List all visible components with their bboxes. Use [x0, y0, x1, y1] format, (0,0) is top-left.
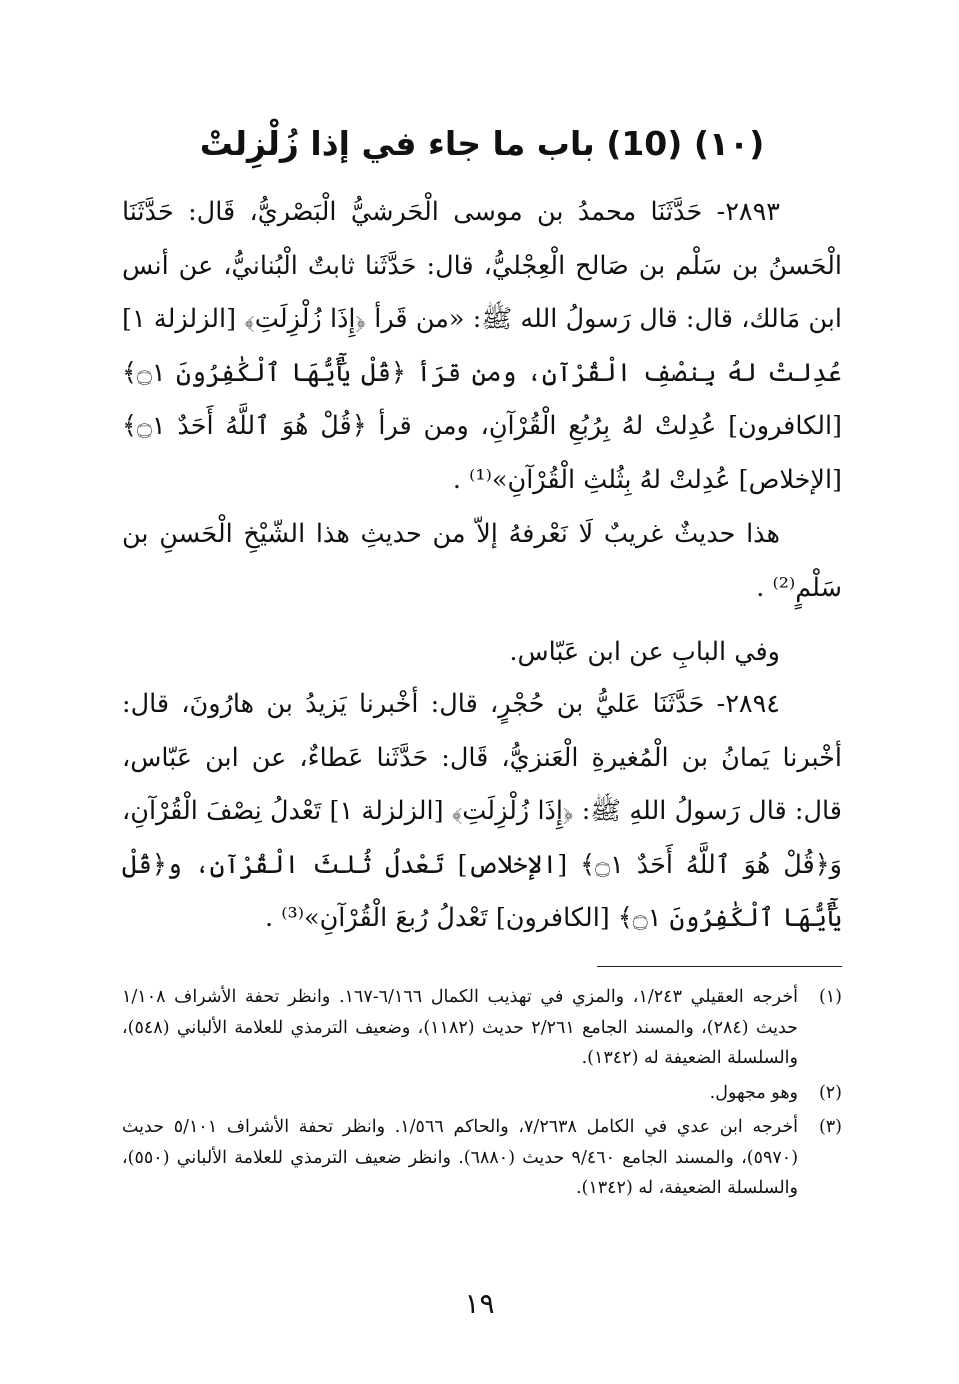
- footnote-number: (٣): [818, 1117, 842, 1137]
- page-number: ١٩: [464, 1287, 495, 1320]
- hadith-grading-comment: هذا حديثٌ غريبٌ لَا نَعْرفهُ إلاّ من حديثِ هذا الشّيْخِ الْحَسنِ بن سَلْمٍ⁽²⁾ .: [122, 519, 842, 603]
- footnotes: [122, 982, 842, 1208]
- hadith-2893-text: ٢٨٩٣- حَدَّثَنَا محمدُ بن موسى الْحَرشيُّ الْبَصْريُّ، قَال: حَدَّثَنَا الْحَسنُ بن سَلْم بن صَالح الْعِجْليُّ، قال: حَدَّثَنا ثابتٌ الْبُنانيُّ، عن أنس ابن مَالك، قال: قال رَسولُ الله ﷺ: «من قَرأ ﴿إِذَا زُلْزِلَتِ﴾ [الزلزلة ١] عُدِلتْ لهُ بِنصْفِ الْقُرْآنِ، ومن قرَأ ﴿قُلْ يَٰٓأَيُّهَا ٱلْكَٰفِرُونَ ۝١﴾ [الكافرون] عُدِلتْ لهُ بِرُبُعِ الْقُرْآنِ، ومن قرأ ﴿قُلْ هُوَ ٱللَّهُ أَحَدٌ ۝١﴾ [الإخلاص] عُدِلتْ لهُ بِثُلثِ الْقُرْآنِ»⁽¹⁾ .: [122, 197, 842, 495]
- footnote-text: وهو مجهول.: [709, 1082, 798, 1103]
- footnote-number: (١): [818, 987, 842, 1007]
- footnote-separator: [597, 966, 842, 967]
- footnote-item: [122, 1112, 842, 1204]
- chapter-heading: (١٠) (10) باب ما جاء في إذا زُلْزِلتْ: [199, 124, 765, 163]
- footnote-item: [122, 1078, 842, 1109]
- chapter-related-note: وفي البابِ عن ابن عَبّاس.: [509, 637, 780, 667]
- footnote-number: (٢): [818, 1082, 842, 1103]
- footnote-text: أخرجه العقيلي ١/٢٤٣، والمزي في تهذيب الكمال ٦/١٦٦-١٦٧. وانظر تحفة الأشراف ١/١٠٨ حديث (٢٨٤)، والمسند الجامع ٢/٢٦١ حديث (١١٨٢)، وضعيف الترمذي للعلامة الألباني (٥٤٨)، والسلسلة الضعيفة له (١٣٤٢).: [122, 987, 799, 1068]
- footnote-text: أخرجه ابن عدي في الكامل ٧/٢٦٣٨، والحاكم ١/٥٦٦. وانظر تحفة الأشراف ٥/١٠١ حديث (٥٩٧٠)، والمسند الجامع ٩/٤٦٠ حديث (٦٨٨٠). وانظر ضعيف الترمذي للعلامة الألباني (٥٥٠)، والسلسلة الضعيفة، له (١٣٤٢).: [122, 1117, 799, 1198]
- hadith-2894-text: ٢٨٩٤- حَدَّثَنَا عَليُّ بن حُجْرٍ، قال: أخْبرنا يَزيدُ بن هارُونَ، قال: أخْبرنا يَمانُ بن الْمُغيرةِ الْعَنزيُّ، قَال: حَدَّثَنا عَطاءٌ، عن ابن عَبّاس، قال: قال رَسولُ اللهِ ﷺ: ﴿إِذَا زُلْزِلَتِ﴾ [الزلزلة ١] تَعْدلُ نِصْفَ الْقُرْآنِ، وَ﴿قُلْ هُوَ ٱللَّهُ أَحَدٌ ۝١﴾ [الإخلاص] تَعْدلُ ثُلثَ الْقُرْآنِ، و﴿قُلْ يَٰٓأَيُّهَا ٱلْكَٰفِرُونَ ۝١﴾ [الكافرون] تَعْدلُ رُبعَ الْقُرْآنِ»⁽³⁾ .: [122, 689, 842, 933]
- footnote-item: [122, 982, 842, 1074]
